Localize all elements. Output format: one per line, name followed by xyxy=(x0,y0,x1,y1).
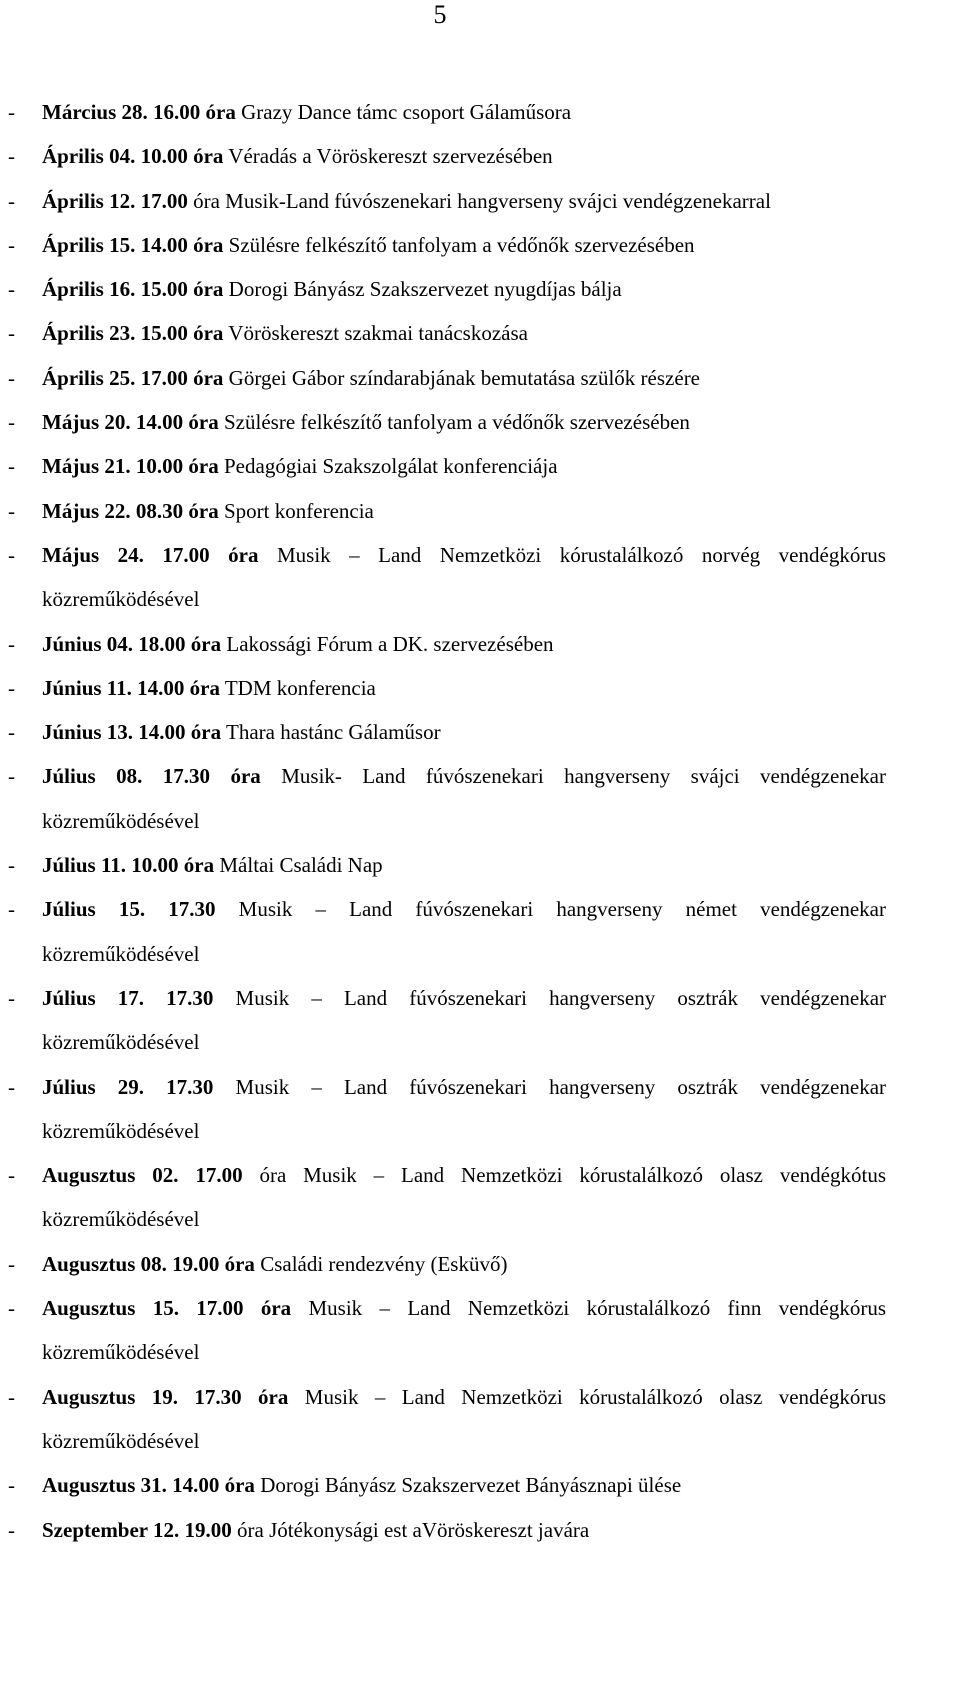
event-date-time: Augusztus 15. 17.00 óra xyxy=(42,1296,292,1321)
list-bullet: - xyxy=(8,675,15,700)
event-description: Lakossági Fórum a DK. szervezésében xyxy=(221,631,554,656)
event-item xyxy=(8,843,886,887)
event-date-time: Május 24. 17.00 óra xyxy=(42,542,259,567)
event-description: Szülésre felkészítő tanfolyam a védőnők szervezésében xyxy=(223,232,695,257)
event-date-time: Május 20. 14.00 óra xyxy=(42,410,219,435)
list-bullet: - xyxy=(8,188,15,213)
event-item xyxy=(8,1508,886,1552)
list-bullet: - xyxy=(8,1384,15,1409)
event-description: Musik – Land Nemzetközi kórustalálkozó finn vendégkórus közreműködésével xyxy=(42,1296,887,1365)
event-date-time: Április 12. 17.00 xyxy=(42,188,188,213)
event-item xyxy=(8,976,886,1065)
list-bullet: - xyxy=(8,764,15,789)
event-description: óra Musik – Land Nemzetközi kórustalálkozó olasz vendégkótus közreműködésével xyxy=(42,1163,886,1232)
list-bullet: - xyxy=(8,100,15,124)
event-description: Grazy Dance támc csoport Gálaműsora xyxy=(235,100,572,124)
event-description: óra Jótékonysági est aVöröskereszt javára xyxy=(231,1517,590,1542)
event-description: TDM konferencia xyxy=(219,675,376,700)
event-item xyxy=(8,223,886,267)
event-item xyxy=(8,1463,886,1507)
event-description: óra Musik-Land fúvószenekari hangverseny svájci vendégzenekarral xyxy=(187,188,771,213)
event-description: Thara hastánc Gálaműsor xyxy=(221,720,441,745)
event-description: Musik – Land fúvószenekari hangverseny osztrák vendégzenekar közreműködésével xyxy=(42,985,887,1055)
event-item xyxy=(8,666,886,710)
event-item xyxy=(8,267,886,311)
event-description: Máltai Családi Nap xyxy=(214,853,383,878)
page-number: 5 xyxy=(433,0,447,29)
event-date-time: Április 15. 14.00 óra xyxy=(42,232,224,257)
event-description: Sport konferencia xyxy=(218,498,374,523)
event-date-time: Március 28. 16.00 óra xyxy=(42,100,236,124)
list-bullet: - xyxy=(8,631,15,656)
event-date-time: Április 23. 15.00 óra xyxy=(42,321,224,346)
list-bullet: - xyxy=(8,1251,15,1276)
event-description: Véradás a Vöröskereszt szervezésében xyxy=(223,144,553,169)
list-bullet: - xyxy=(8,897,15,922)
list-bullet: - xyxy=(8,365,15,390)
list-bullet: - xyxy=(8,1473,15,1498)
event-item xyxy=(8,1375,886,1464)
event-item xyxy=(8,90,886,134)
event-item xyxy=(8,1065,886,1154)
event-item xyxy=(8,134,886,178)
list-bullet: - xyxy=(8,542,15,567)
event-description: Pedagógiai Szakszolgálat konferenciája xyxy=(218,454,558,479)
event-item xyxy=(8,400,886,444)
event-description: Musik – Land Nemzetközi kórustalálkozó olasz vendégkórus közreműködésével xyxy=(42,1384,886,1453)
list-bullet: - xyxy=(8,1517,15,1542)
list-bullet: - xyxy=(8,144,15,169)
event-item xyxy=(8,179,886,223)
event-date-time: Július 15. 17.30 xyxy=(42,897,216,922)
event-description: Szülésre felkészítő tanfolyam a védőnők szervezésében xyxy=(218,410,690,435)
event-item xyxy=(8,489,886,533)
event-description: Dorogi Bányász Szakszervezet nyugdíjas bálja xyxy=(223,277,622,302)
event-description: Musik – Land Nemzetközi kórustalálkozó norvég vendégkórus közreműködésével xyxy=(42,542,886,612)
event-description: Családi rendezvény (Esküvő) xyxy=(254,1251,508,1276)
event-date-time: Augusztus 02. 17.00 xyxy=(42,1163,243,1188)
event-description: Vöröskereszt szakmai tanácskozása xyxy=(223,321,528,346)
event-date-time: Augusztus 08. 19.00 óra xyxy=(42,1251,255,1276)
list-bullet: - xyxy=(8,277,15,302)
list-bullet: - xyxy=(8,232,15,257)
event-item xyxy=(8,1153,886,1242)
list-bullet: - xyxy=(8,321,15,346)
event-date-time: Augusztus 19. 17.30 óra xyxy=(42,1384,289,1409)
event-description: Dorogi Bányász Szakszervezet Bányásznapi ülése xyxy=(254,1473,682,1498)
list-bullet: - xyxy=(8,720,15,745)
event-date-time: Szeptember 12. 19.00 xyxy=(42,1517,232,1542)
list-bullet: - xyxy=(8,410,15,435)
event-item xyxy=(8,356,886,400)
event-date-time: Május 22. 08.30 óra xyxy=(42,498,219,523)
event-item xyxy=(8,754,886,843)
event-item xyxy=(8,622,886,666)
event-item xyxy=(8,444,886,488)
event-description: Görgei Gábor színdarabjának bemutatása szülők részére xyxy=(223,365,701,390)
event-date-time: Július 11. 10.00 óra xyxy=(42,853,215,878)
event-item xyxy=(8,710,886,754)
event-description: Musik- Land fúvószenekari hangverseny svájci vendégzenekar közreműködésével xyxy=(42,764,886,833)
event-item xyxy=(8,1242,886,1286)
event-date-time: Április 25. 17.00 óra xyxy=(42,365,224,390)
event-item xyxy=(8,533,886,622)
event-description: Musik – Land fúvószenekari hangverseny német vendégzenekar közreműködésével xyxy=(42,897,886,966)
event-date-time: Augusztus 31. 14.00 óra xyxy=(42,1473,255,1498)
event-item xyxy=(8,311,886,355)
event-date-time: Június 04. 18.00 óra xyxy=(42,631,222,656)
list-bullet: - xyxy=(8,1074,15,1099)
event-date-time: Július 08. 17.30 óra xyxy=(42,764,261,789)
event-date-time: Április 16. 15.00 óra xyxy=(42,277,224,302)
event-date-time: Április 04. 10.00 óra xyxy=(42,144,224,169)
event-date-time: Június 11. 14.00 óra xyxy=(42,675,220,700)
event-description: Musik – Land fúvószenekari hangverseny osztrák vendégzenekar közreműködésével xyxy=(42,1074,887,1143)
list-bullet: - xyxy=(8,853,15,878)
event-list xyxy=(8,90,886,1552)
event-item xyxy=(8,1286,886,1375)
list-bullet: - xyxy=(8,1296,15,1321)
list-bullet: - xyxy=(8,1163,15,1188)
event-date-time: Július 17. 17.30 xyxy=(42,985,214,1010)
list-bullet: - xyxy=(8,985,15,1010)
list-bullet: - xyxy=(8,498,15,523)
event-date-time: Május 21. 10.00 óra xyxy=(42,454,219,479)
event-date-time: Július 29. 17.30 xyxy=(42,1074,214,1099)
event-date-time: Június 13. 14.00 óra xyxy=(42,720,222,745)
event-item xyxy=(8,887,886,976)
list-bullet: - xyxy=(8,454,15,479)
